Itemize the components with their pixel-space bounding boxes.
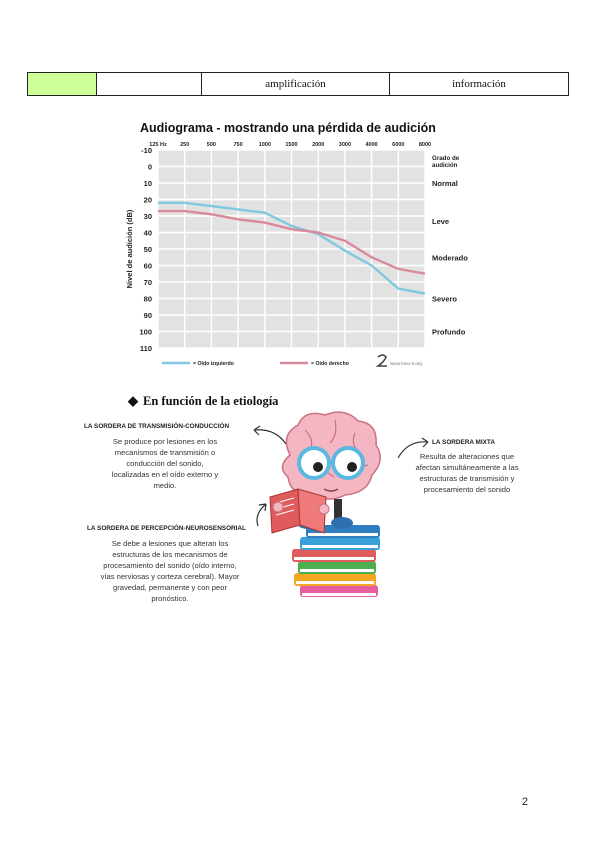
table-cell-green	[28, 73, 97, 96]
table-cell	[97, 73, 202, 96]
text-line: estructuras de transmisión y	[419, 474, 515, 483]
y-axis-label: Nivel de audición (dB)	[125, 209, 134, 289]
neuro-text	[80, 538, 260, 604]
section-title: En función de la etiología	[143, 394, 279, 408]
x-tick-label: 1000	[258, 142, 271, 148]
arrow-to-mixta	[398, 442, 428, 458]
diamond-bullet-icon: ◆	[128, 393, 138, 408]
table-row	[28, 73, 569, 96]
book-stack	[292, 525, 380, 597]
y-tick-label: 90	[143, 311, 152, 320]
x-tick-label: 2000	[312, 142, 325, 148]
y-tick-label: 40	[143, 228, 152, 238]
text-line: pronóstico.	[151, 594, 189, 603]
x-tick-label: 4000	[365, 142, 378, 148]
x-tick-label: 3000	[338, 142, 352, 148]
page-number: 2	[521, 796, 528, 808]
brain-character	[270, 412, 380, 533]
neuro-title: LA SORDERA DE PERCEPCIÓN-NEUROSENSORIAL	[87, 525, 246, 532]
legend-label: = Oído izquierdo	[193, 361, 234, 367]
brain-reading-illustration	[250, 405, 400, 605]
grade-header: audición	[432, 162, 458, 169]
header-table	[27, 72, 569, 96]
x-tick-label: 8000	[418, 142, 432, 148]
text-line: mecanismos de transmisión o	[114, 448, 216, 457]
conduccion-title: LA SORDERA DE TRANSMISIÓN-CONDUCCIÓN	[84, 423, 230, 430]
legend-label: = Oído derecho	[311, 361, 349, 367]
text-line: procesamiento del sonido (oído interno,	[103, 561, 237, 570]
y-tick-label: 0	[147, 162, 152, 172]
y-tick-label: 110	[139, 344, 152, 353]
watermark-text: www.hear-it.org	[390, 361, 422, 366]
x-tick-label: 750	[233, 142, 243, 148]
grade-label: Leve	[432, 216, 450, 226]
hear-it-logo	[378, 355, 387, 366]
table-cell-informacion: información	[390, 73, 569, 96]
y-tick-label: 60	[143, 261, 152, 271]
x-tick-label: 6000	[392, 142, 405, 148]
conduccion-text	[86, 436, 244, 491]
text-line: afectan simultáneamente a las	[415, 463, 519, 472]
x-tick-label: 125 Hz	[149, 142, 167, 148]
x-tick-label: 250	[180, 142, 190, 148]
table-cell-amplificacion: amplificación	[202, 73, 390, 96]
audiogram-title: Audiograma - mostrando una pérdida de audición	[140, 121, 436, 135]
text-line: gravedad, permanente y con peor	[113, 583, 227, 592]
y-tick-label: 10	[143, 179, 152, 188]
text-line: medio.	[153, 481, 177, 490]
grade-label: Severo	[432, 294, 458, 304]
y-tick-label: 20	[143, 195, 152, 205]
grade-label: Profundo	[432, 327, 466, 337]
mixta-title: LA SORDERA MIXTA	[432, 439, 495, 446]
y-tick-label: 50	[143, 245, 152, 254]
grade-header: Grado de	[432, 155, 460, 162]
text-line: Se debe a lesiones que alteran los	[111, 539, 229, 548]
y-tick-label: 70	[143, 278, 152, 287]
text-line: localizadas en el oído externo y	[111, 470, 219, 479]
grade-label: Normal	[432, 179, 458, 188]
grade-label: Moderado	[432, 253, 468, 263]
y-tick-label: 30	[143, 212, 152, 221]
text-line: vías nerviosas y corteza cerebral). Mayor	[100, 572, 240, 581]
y-tick-label: 100	[139, 327, 152, 337]
y-tick-label: -10	[141, 146, 152, 155]
x-tick-label: 500	[206, 142, 216, 148]
text-line: Resulta de alteraciones que	[419, 452, 515, 461]
audiogram-chart	[120, 138, 480, 370]
x-tick-label: 1500	[285, 142, 298, 148]
text-line: procesamiento del sonido	[423, 485, 511, 494]
text-line: conducción del sonido,	[126, 459, 204, 468]
y-tick-label: 80	[143, 294, 152, 304]
text-line: estructuras de los mecanismos de	[112, 550, 228, 559]
text-line: Se produce por lesiones en los	[112, 437, 218, 446]
